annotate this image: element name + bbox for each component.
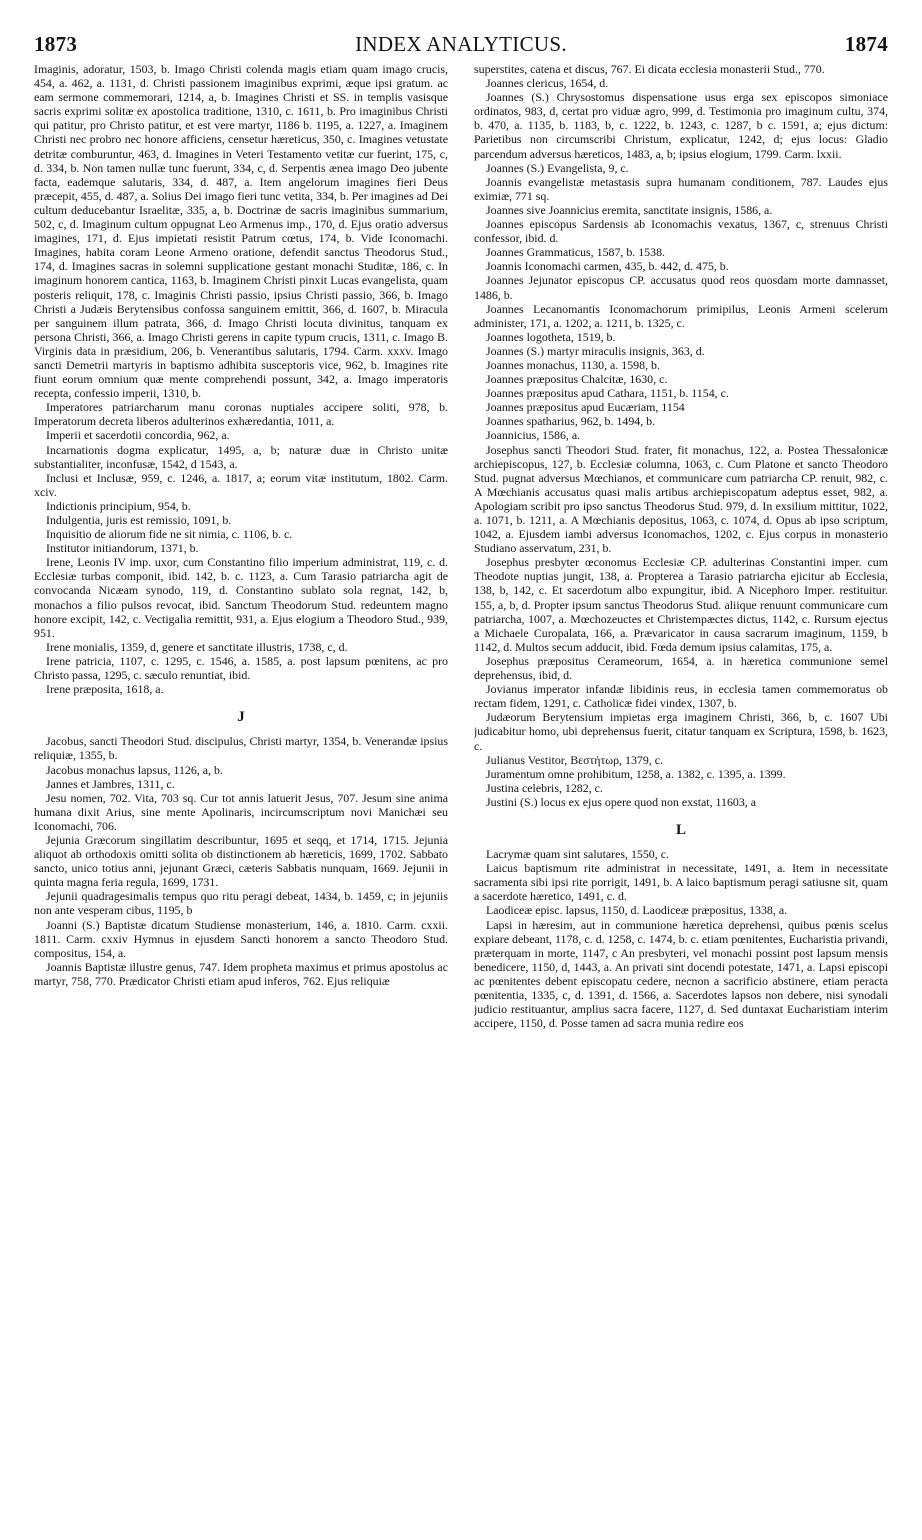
index-entry: Joannes (S.) Chrysostomus dispensatione usus erga sex episcopos simoniace ordinatos, 983, d, certat pro viduæ agro, 999, d. Testimonia pro imaginum cultu, 374, b. 470, a. 1135, b. 1183, b, c. 1222, b. 1243, c. 1287, b c. 1591, a; ejus dictum: Parietibus non circumscribi Christum, explicatur, 1242, d; ejus locus: Gladio parcendum adversus hæreticos, 1483, a, b; ipsius elogium, 1799. Carm. lxxii. bbox=[474, 90, 888, 161]
index-entry: Irene, Leonis IV imp. uxor, cum Constantino filio imperium administrat, 119, c. d. Ecclesiæ turbas componit, ibid. 142, b. c. 1123, a. Cum Tarasio patriarcha agit de convocanda Nicæam synodo, 119, d. Constantino sublato sola regnat, 142, b, monachos a filio pulsos revocat, ibid. Sanctum Theodorum Stud. redeuntem magno honore excipit, 142, c. Vectigalia remittit, 931, a. Ejus elogium a Theodoro Stud., 939, 951. bbox=[34, 555, 448, 640]
index-entry: Jacobus monachus lapsus, 1126, a, b. bbox=[46, 762, 223, 777]
index-entry: Irene præposita, 1618, a. bbox=[46, 682, 164, 697]
index-entry: Imaginis, adoratur, 1503, b. Imago Christi colenda magis etiam quam imago crucis, 454, a. 462, a. 1131, d. Christi passionem imaginibus exprimi, æque ipsi gratum. ac eam sermone commemorari, 1214, a, b. Imagines Christi et SS. in templis vasisque sacris exprimi solitæ ex apostolica traditione, 1310, c. 1611, b. Pro imaginibus Christi qui patitur, pro Christo patitur, et est vere martyr, 1186 b. 1195, a. 1227, a. Imaginem Christi nec probro nec honore afficiens, censetur hæreticus, 350, c. Imagines vetustate detritæ comburuntur, 463, d. Imagines in Veteri Testamento vetitæ cur fuerint, 175, c, d. 334, b. Non tamen nullæ tunc fuerunt, 334, c, d. Serpentis ænea imago Deo jubente facta, eademque salutaris, 334, d. 487, a. Item angelorum imagines fieri Deus præcepit, 455, d. 487, a. Solius Dei imago fieri tunc vetita, 334, b. Per imagines ad Dei cultum deducebantur Israelitæ, 335, a, b. Doctrinæ de sacris imaginibus summarium, 502, c, d. Imaginum cultum oppugnat Leo Armenus imp., 170, d. Ejus oratio adversus imagines, 171, d. Ejus impietati resistit Patrum cœtus, 174, b. Vide Iconomachi. Imagines, habita coram Leone Armeno oratione, defendit sanctus Theodorus Stud., 174, d. Imagines sacras in solemni supplicatione gestant monachi Studitæ, 186, c. In imaginum honorem cantica, 1163, b. Imaginem Christi pinxit Lucas evangelista, quam posteris reliquit, 178, c. Imaginis Christi passio, ipsius Christi passio, 366, b. Imago Christi a Judæis Berytensibus confossa sanguinem emittit, 366, d. 1607, b. Miracula per sanguinem illum patrata, 366, d. Imago Christi locuta divinitus, tanquam ex persona Christi, 366, a. Imago Christi gerens in capite typum crucis, 1311, c. Imago B. Virginis data in præsidium, 206, b. Venerantibus salutaris, 1794. Carm. xxxv. Imago sancti Demetrii martyris in baptismo adhibita susceptoris vice, 962, b. Imagines rite fiunt eorum omnium quæ mente comprehendi possunt, 342, a. Imago imperatoris recepta, confessio imperii, 1310, b. bbox=[34, 62, 448, 401]
index-entry: Joanni (S.) Baptistæ dicatum Studiense monasterium, 146, a. 1810. Carm. cxxii. 1811. Carm. cxxiv Hymnus in ejusdem Sancti honorem a sancto Theodoro Stud. compositus, 154, a. bbox=[34, 917, 448, 960]
index-entry: Joannes episcopus Sardensis ab Iconomachis vexatus, 1367, c, strenuus Christi confessor, ibid. d. bbox=[474, 217, 888, 246]
index-entry: Joannes præpositus apud Cathara, 1151, b. 1154, c. bbox=[486, 386, 729, 401]
index-entry: Lapsi in hæresim, aut in communione hæretica deprehensi, quibus pœnis scelus expiare debeant, 1178, c. d. 1258, c. 1474, b. c. etiam pœnitentes, Eucharistia privandi, præterquam in morte, 1147, c An presbyteri, vel monachi possint post lapsum mensis benedicere, 1150, d, 1443, a. An privati sint docendi potestate, 1471, a. Lapsi episcopi ac pœnitentes debent episcopatu cedere, necnon a sacrificio abstinere, etiam peracta pœnitentia, 1335, c, d. 1391, d. 1566, a. Sacerdotes lapsos non debere, nisi synodali judicio restituantur, amplius sacra facere, 1127, d. Sed duntaxat Eucharistiam interim accipere, 1150, d. Posse tamen ad sacra munia redire eos bbox=[474, 917, 888, 1031]
index-entry: Jejunii quadragesimalis tempus quo ritu peragi debeat, 1434, b. 1459, c; in jejuniis non ante vesperam cibus, 1195, b bbox=[34, 889, 448, 918]
index-entry: Laicus baptismum rite administrat in necessitate, 1491, a. Item in necessitate sacramenta sibi ipsi rite porrigit, 1491, b. A laico baptismum peragi satiusne sit, quam a sacerdote hæretico, 1491, c. d. bbox=[474, 861, 888, 904]
index-entry: Irene monialis, 1359, d, genere et sanctitate illustris, 1738, c, d. bbox=[46, 639, 348, 654]
index-entry: Institutor initiandorum, 1371, b. bbox=[46, 541, 199, 556]
index-entry: Joannis evangelistæ metastasis supra humanam conditionem, 787. Laudes ejus eximiæ, 771 sq. bbox=[474, 174, 888, 203]
section-letter: J bbox=[237, 709, 245, 726]
index-entry: Jovianus imperator infandæ libidinis reus, in ecclesia tamen commemoratus ob rectam fidem, 1291, c. Catholicæ fidei vindex, 1307, b. bbox=[474, 682, 888, 711]
index-entry: Josephus sancti Theodori Stud. frater, fit monachus, 122, a. Postea Thessalonicæ archiepiscopus, 127, b. Ecclesiæ columna, 1063, c. Cum Platone et sancto Theodoro Stud. pugnat adversus Mœchianos, et communicare cum patriarcha CP. renuit, 982, c. A Mœchianis accusatus quasi malis artibus archiepiscopatum adeptus esset, 982, a. Apologiam scribit pro ipso sanctus Theodorus Stud. 979, d. In exsilium mittitur, 1022, a. 1071, b. 1211, a. A Mœchianis depositus, 1063, c. 1074, d. Opus ab ipso scriptum, 1042, a. Ejusdem iambi adversus Iconomachos, 1202, c. Ejus corpus in monasterio Studiano asservatum, 231, b. bbox=[474, 442, 888, 556]
index-entry: Judæorum Berytensium impietas erga imaginem Christi, 366, b, c. 1607 Ubi judicabitur homo, ubi deprehensus fuerit, citatur tanquam ex Scriptura, 1598, b. 1623, c. bbox=[474, 710, 888, 753]
index-entry: Joannes præpositus apud Eucæriam, 1154 bbox=[486, 400, 685, 415]
index-entry: Joannes Lecanomantis Iconomachorum primipilus, Leonis Armeni scelerum administer, 171, a. 1202, a. 1211, b. 1325, c. bbox=[474, 301, 888, 330]
index-entry: Juramentum omne prohibitum, 1258, a. 1382, c. 1395, a. 1399. bbox=[486, 766, 786, 781]
index-columns bbox=[34, 62, 888, 1530]
index-entry: Joannes spatharius, 962, b. 1494, b. bbox=[486, 414, 656, 429]
index-entry: Joannis Iconomachi carmen, 435, b. 442, d. 475, b. bbox=[486, 259, 729, 274]
index-entry: Justini (S.) locus ex ejus opere quod non exstat, 11603, a bbox=[486, 794, 757, 809]
index-entry: Joannes monachus, 1130, a. 1598, b. bbox=[486, 357, 660, 372]
index-entry: Lacrymæ quam sint salutares, 1550, c. bbox=[486, 847, 669, 862]
page-number-right: 1874 bbox=[844, 32, 888, 56]
right-column bbox=[474, 62, 888, 1530]
index-entry: Joannes præpositus Chalcitæ, 1630, c. bbox=[486, 372, 668, 387]
running-title: INDEX ANALYTICUS. bbox=[355, 32, 567, 56]
index-entry: Joannicius, 1586, a. bbox=[486, 428, 581, 443]
page-header bbox=[34, 30, 888, 64]
index-entry: Irene patricia, 1107, c. 1295, c. 1546, a. 1585, a. post lapsum pœnitens, ac pro Christo passa, 1295, c. sæculo renuntiat, ibid. bbox=[34, 653, 448, 683]
index-entry: Joannes sive Joannicius eremita, sanctitate insignis, 1586, a. bbox=[486, 202, 773, 217]
index-entry: superstites, catena et discus, 767. Ei dicata ecclesia monasterii Stud., 770. bbox=[474, 62, 825, 76]
index-entry: Inclusi et Inclusæ, 959, c. 1246, a. 1817, a; eorum vitæ institutum, 1802. Carm. xciv. bbox=[34, 470, 448, 499]
left-column bbox=[34, 62, 448, 1530]
index-entry: Joannes (S.) martyr miraculis insignis, 363, d. bbox=[486, 343, 705, 358]
section-letter: L bbox=[675, 821, 686, 838]
index-entry: Julianus Vestitor, Βεστήτωρ, 1379, c. bbox=[486, 752, 663, 767]
index-entry: Joannis Baptistæ illustre genus, 747. Idem propheta maximus et primus apostolus ac martyr, 758, 770. Prædicator Christi etiam apud inferos, 762. Ejus reliquiæ bbox=[34, 959, 448, 988]
index-entry: Imperii et sacerdotii concordia, 962, a. bbox=[46, 428, 230, 443]
index-entry: Jacobus, sancti Theodori Stud. discipulus, Christi martyr, 1354, b. Venerandæ ipsius reliquiæ, 1355, b. bbox=[34, 734, 448, 763]
index-entry: Imperatores patriarcharum manu coronas nuptiales accipere soliti, 978, b. Imperatorum decreta liberos adulterinos exhæredantia, 1011, a. bbox=[34, 400, 448, 429]
index-entry: Josephus præpositus Cerameorum, 1654, a. in hæretica communione semel deprehensus, ibid, d. bbox=[474, 653, 888, 683]
index-entry: Joannes Grammaticus, 1587, b. 1538. bbox=[486, 245, 665, 260]
index-entry: Jannes et Jambres, 1311, c. bbox=[46, 776, 175, 791]
index-entry: Joannes logotheta, 1519, b. bbox=[486, 329, 616, 344]
index-entry: Joannes clericus, 1654, d. bbox=[486, 76, 609, 91]
index-entry: Indictionis principium, 954, b. bbox=[46, 498, 191, 513]
page-number-left: 1873 bbox=[34, 32, 78, 56]
index-entry: Joannes Jejunator episcopus CP. accusatus quod reos quosdam morte damnasset, 1486, b. bbox=[474, 273, 888, 302]
index-entry: Justina celebris, 1282, c. bbox=[486, 780, 603, 795]
index-entry: Jesu nomen, 702. Vita, 703 sq. Cur tot annis latuerit Jesus, 707. Jesum sine anima humana dixit Arius, sine mente Apolinaris, incircumscriptum novi Manichæi seu Iconomachi, 706. bbox=[34, 790, 448, 833]
index-entry: Incarnationis dogma explicatur, 1495, a, b; naturæ duæ in Christo unitæ substantialiter, inconfusæ, 1542, d 1543, a. bbox=[34, 442, 448, 471]
index-entry: Indulgentia, juris est remissio, 1091, b. bbox=[46, 513, 232, 527]
index-entry: Inquisitio de aliorum fide ne sit nimia, c. 1106, b. c. bbox=[46, 527, 293, 542]
index-entry: Laodiceæ episc. lapsus, 1150, d. Laodiceæ præpositus, 1338, a. bbox=[486, 903, 788, 918]
index-entry: Joannes (S.) Evangelista, 9, c. bbox=[486, 160, 629, 175]
index-entry: Josephus presbyter œconomus Ecclesiæ CP. adulterinas Constantini imper. cum Theodote nuptias jungit, 138, a. Propterea a Tarasio patriarcha ejicitur ab Ecclesia, 138, b, 142, c. Et sacerdotum albo expungitur, ibid. A Nicephoro Imper. restituitur. 155, a, b, d. Propter ipsum sanctus Theodorus Stud. aliique renuunt communicare cum patriarcha, 1007, a. Mœchozeuctes et Christempæctes dictus, 1142, c. Rursum ejectus a Michaele Curopalata, 166, a. Prævaricator in causa sacrarum imaginum, 1159, b 1142, d. Multos secum adducit, ibid. Fœda demum ipsius calamitas, 175, a. bbox=[474, 555, 888, 654]
index-entry: Jejunia Græcorum singillatim describuntur, 1695 et seqq, et 1714, 1715. Jejunia aliquot ab orthodoxis omitti solita ob distinctionem ab hæreticis, 1699, 1702. Sabbato sancto, unico totius anni, jejunant Græci, cæteris Sabbatis nunquam, 1669. Jejunii in quinta magna feria regula, 1699, 1731. bbox=[34, 832, 448, 890]
